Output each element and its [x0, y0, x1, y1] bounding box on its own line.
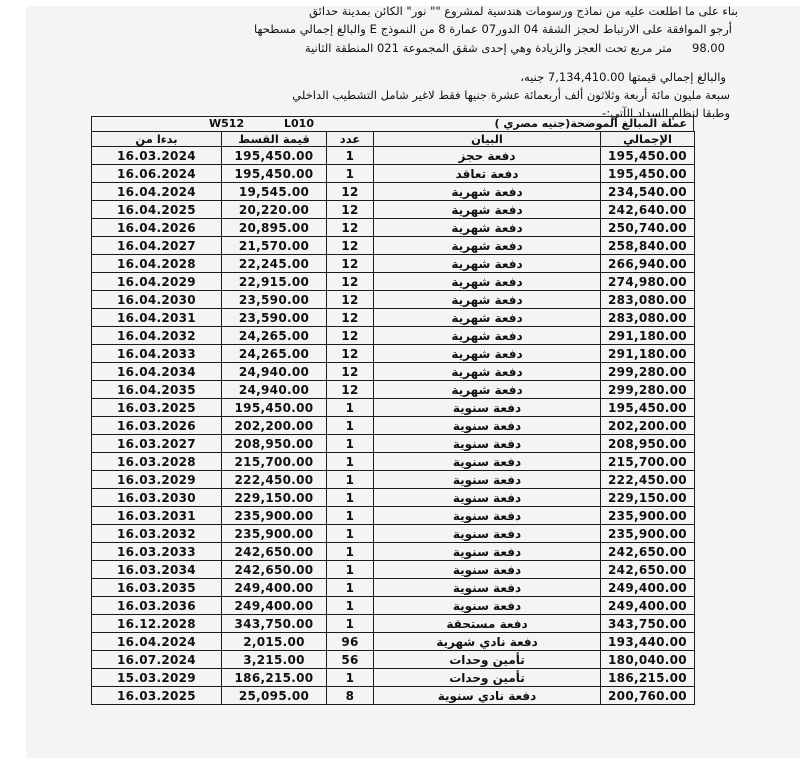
- cell-statement: تأمين وحدات: [374, 669, 601, 687]
- cell-start: 16.03.2024: [92, 147, 222, 165]
- cell-installment: 24,265.00: [222, 327, 327, 345]
- cell-statement: دفعة شهرية: [374, 273, 601, 291]
- table-row: [92, 399, 695, 417]
- cell-count: 12: [327, 381, 374, 399]
- header-total: الإجمالي: [601, 132, 695, 147]
- cell-count: 1: [327, 165, 374, 183]
- table-row: [92, 345, 695, 363]
- cell-installment: 22,915.00: [222, 273, 327, 291]
- cell-statement: دفعة سنوية: [374, 579, 601, 597]
- cell-installment: 343,750.00: [222, 615, 327, 633]
- cell-statement: دفعة شهرية: [374, 219, 601, 237]
- cell-total: 235,900.00: [601, 507, 695, 525]
- cell-installment: 222,450.00: [222, 471, 327, 489]
- cell-statement: دفعة شهرية: [374, 291, 601, 309]
- table-row: [92, 435, 695, 453]
- cell-start: 16.03.2026: [92, 417, 222, 435]
- cell-statement: دفعة حجز: [374, 147, 601, 165]
- cell-total: 242,650.00: [601, 561, 695, 579]
- cell-statement: دفعة مستحقة: [374, 615, 601, 633]
- cell-statement: دفعة سنوية: [374, 435, 601, 453]
- cell-start: 16.04.2024: [92, 183, 222, 201]
- header-start: بدءا من: [92, 132, 222, 147]
- cell-total: 299,280.00: [601, 381, 695, 399]
- cell-statement: دفعة شهرية: [374, 183, 601, 201]
- cell-start: 16.03.2028: [92, 453, 222, 471]
- table-row: [92, 219, 695, 237]
- cell-total: 222,450.00: [601, 471, 695, 489]
- cell-total: 258,840.00: [601, 237, 695, 255]
- cell-count: 1: [327, 417, 374, 435]
- cell-statement: دفعة سنوية: [374, 489, 601, 507]
- header-installment: قيمة القسط: [222, 132, 327, 147]
- cell-start: 16.04.2033: [92, 345, 222, 363]
- cell-installment: 229,150.00: [222, 489, 327, 507]
- page-margin: [0, 0, 26, 758]
- cell-installment: 19,545.00: [222, 183, 327, 201]
- cell-total: 242,650.00: [601, 543, 695, 561]
- area-value: 98.00: [692, 41, 725, 55]
- cell-total: 235,900.00: [601, 525, 695, 543]
- cell-start: 16.03.2027: [92, 435, 222, 453]
- header-line-1: بناء على ما اطلعت عليه من نماذج ورسومات هندسية لمشروع "" نور" الكائن بمدينة حدائق: [309, 4, 738, 18]
- cell-count: 12: [327, 327, 374, 345]
- table-row: [92, 147, 695, 165]
- cell-start: 16.04.2025: [92, 201, 222, 219]
- cell-total: 250,740.00: [601, 219, 695, 237]
- cell-statement: دفعة شهرية: [374, 327, 601, 345]
- cell-start: 16.03.2033: [92, 543, 222, 561]
- cell-count: 12: [327, 273, 374, 291]
- cell-installment: 23,590.00: [222, 309, 327, 327]
- cell-statement: دفعة تعاقد: [374, 165, 601, 183]
- cell-start: 16.04.2026: [92, 219, 222, 237]
- code-l010: L010: [284, 117, 314, 130]
- cell-statement: دفعة شهرية: [374, 255, 601, 273]
- cell-count: 1: [327, 579, 374, 597]
- cell-installment: 235,900.00: [222, 525, 327, 543]
- cell-statement: دفعة سنوية: [374, 471, 601, 489]
- payment-schedule: [91, 116, 694, 705]
- cell-count: 1: [327, 489, 374, 507]
- cell-installment: 21,570.00: [222, 237, 327, 255]
- table-row: [92, 417, 695, 435]
- header-line-6: وطبقا لنظام السداد الآتي:-: [602, 106, 730, 120]
- cell-installment: 195,450.00: [222, 399, 327, 417]
- cell-start: 16.04.2032: [92, 327, 222, 345]
- cell-total: 299,280.00: [601, 363, 695, 381]
- cell-count: 1: [327, 507, 374, 525]
- cell-statement: دفعة سنوية: [374, 597, 601, 615]
- cell-count: 1: [327, 399, 374, 417]
- cell-statement: دفعة سنوية: [374, 561, 601, 579]
- cell-installment: 235,900.00: [222, 507, 327, 525]
- cell-start: 16.04.2035: [92, 381, 222, 399]
- payment-table: [91, 131, 695, 705]
- cell-statement: دفعة سنوية: [374, 399, 601, 417]
- table-body: [92, 147, 695, 705]
- cell-count: 1: [327, 525, 374, 543]
- cell-installment: 242,650.00: [222, 561, 327, 579]
- cell-statement: دفعة نادي شهرية: [374, 633, 601, 651]
- table-row: [92, 255, 695, 273]
- cell-statement: دفعة شهرية: [374, 201, 601, 219]
- cell-total: 195,450.00: [601, 147, 695, 165]
- cell-installment: 249,400.00: [222, 579, 327, 597]
- cell-total: 202,200.00: [601, 417, 695, 435]
- table-row: [92, 363, 695, 381]
- cell-statement: دفعة شهرية: [374, 381, 601, 399]
- cell-total: 266,940.00: [601, 255, 695, 273]
- cell-count: 12: [327, 345, 374, 363]
- cell-count: 1: [327, 615, 374, 633]
- cell-total: 229,150.00: [601, 489, 695, 507]
- table-row: [92, 471, 695, 489]
- cell-total: 274,980.00: [601, 273, 695, 291]
- code-w512: W512: [209, 117, 245, 130]
- cell-count: 1: [327, 561, 374, 579]
- cell-installment: 3,215.00: [222, 651, 327, 669]
- cell-installment: 208,950.00: [222, 435, 327, 453]
- cell-total: 291,180.00: [601, 327, 695, 345]
- cell-statement: دفعة سنوية: [374, 525, 601, 543]
- cell-total: 208,950.00: [601, 435, 695, 453]
- table-row: [92, 597, 695, 615]
- cell-total: 200,760.00: [601, 687, 695, 705]
- currency-label: عملة المبالغ الموضحة(جنيه مصري ): [494, 117, 687, 130]
- cell-count: 12: [327, 363, 374, 381]
- header-line-3: متر مربع تحت العجز والزيادة وهي إحدى شقق المجموعة 021 المنطقة الثانية: [304, 41, 672, 55]
- header-count: عدد: [327, 132, 374, 147]
- cell-statement: دفعة شهرية: [374, 363, 601, 381]
- cell-total: 283,080.00: [601, 291, 695, 309]
- table-row: [92, 381, 695, 399]
- cell-total: 283,080.00: [601, 309, 695, 327]
- cell-total: 249,400.00: [601, 597, 695, 615]
- cell-count: 1: [327, 147, 374, 165]
- cell-installment: 195,450.00: [222, 165, 327, 183]
- table-row: [92, 579, 695, 597]
- table-row: [92, 489, 695, 507]
- cell-count: 1: [327, 471, 374, 489]
- header-line-5: سبعة مليون مائة أربعة وثلاثون ألف أربعمائة عشرة جنيها فقط لاغير شامل التشطيب الداخلي: [292, 88, 730, 102]
- cell-statement: دفعة شهرية: [374, 237, 601, 255]
- cell-start: 16.06.2024: [92, 165, 222, 183]
- table-header-row: [92, 132, 695, 147]
- cell-installment: 25,095.00: [222, 687, 327, 705]
- cell-start: 16.03.2025: [92, 399, 222, 417]
- cell-start: 15.03.2029: [92, 669, 222, 687]
- cell-statement: دفعة سنوية: [374, 543, 601, 561]
- cell-total: 242,640.00: [601, 201, 695, 219]
- cell-statement: تأمين وحدات: [374, 651, 601, 669]
- table-row: [92, 561, 695, 579]
- cell-start: 16.04.2027: [92, 237, 222, 255]
- header-line-2: أرجو الموافقة على الارتباط لحجز الشقة 04 الدور07 عمارة 8 من النموذج E والبالغ إجمالي مسطحها: [253, 22, 732, 36]
- cell-statement: دفعة سنوية: [374, 417, 601, 435]
- table-row: [92, 291, 695, 309]
- cell-installment: 23,590.00: [222, 291, 327, 309]
- cell-total: 180,040.00: [601, 651, 695, 669]
- cell-total: 195,450.00: [601, 165, 695, 183]
- cell-count: 8: [327, 687, 374, 705]
- table-row: [92, 273, 695, 291]
- cell-count: 1: [327, 453, 374, 471]
- cell-start: 16.03.2031: [92, 507, 222, 525]
- table-row: [92, 201, 695, 219]
- cell-start: 16.04.2024: [92, 633, 222, 651]
- cell-count: 12: [327, 255, 374, 273]
- cell-start: 16.12.2028: [92, 615, 222, 633]
- cell-installment: 24,265.00: [222, 345, 327, 363]
- cell-total: 193,440.00: [601, 633, 695, 651]
- cell-installment: 186,215.00: [222, 669, 327, 687]
- cell-start: 16.03.2036: [92, 597, 222, 615]
- cell-count: 1: [327, 669, 374, 687]
- cell-count: 12: [327, 183, 374, 201]
- cell-total: 234,540.00: [601, 183, 695, 201]
- cell-start: 16.04.2031: [92, 309, 222, 327]
- cell-count: 12: [327, 309, 374, 327]
- cell-installment: 22,245.00: [222, 255, 327, 273]
- cell-installment: 215,700.00: [222, 453, 327, 471]
- cell-start: 16.03.2032: [92, 525, 222, 543]
- cell-installment: 24,940.00: [222, 363, 327, 381]
- table-row: [92, 507, 695, 525]
- table-row: [92, 237, 695, 255]
- cell-installment: 242,650.00: [222, 543, 327, 561]
- table-row: [92, 687, 695, 705]
- cell-installment: 20,895.00: [222, 219, 327, 237]
- cell-count: 1: [327, 597, 374, 615]
- cell-start: 16.04.2034: [92, 363, 222, 381]
- cell-installment: 2,015.00: [222, 633, 327, 651]
- cell-count: 56: [327, 651, 374, 669]
- cell-start: 16.04.2029: [92, 273, 222, 291]
- cell-count: 12: [327, 291, 374, 309]
- cell-total: 291,180.00: [601, 345, 695, 363]
- table-row: [92, 165, 695, 183]
- table-row: [92, 633, 695, 651]
- cell-count: 1: [327, 435, 374, 453]
- table-row: [92, 669, 695, 687]
- table-row: [92, 543, 695, 561]
- cell-count: 1: [327, 543, 374, 561]
- cell-start: 16.04.2028: [92, 255, 222, 273]
- table-row: [92, 615, 695, 633]
- cell-count: 96: [327, 633, 374, 651]
- cell-installment: 20,220.00: [222, 201, 327, 219]
- cell-statement: دفعة شهرية: [374, 345, 601, 363]
- cell-total: 249,400.00: [601, 579, 695, 597]
- header-line-4: والبالغ إجمالي قيمتها 7,134,410.00 جنيه،: [520, 70, 726, 84]
- cell-installment: 249,400.00: [222, 597, 327, 615]
- cell-count: 12: [327, 237, 374, 255]
- cell-start: 16.07.2024: [92, 651, 222, 669]
- cell-installment: 202,200.00: [222, 417, 327, 435]
- cell-total: 343,750.00: [601, 615, 695, 633]
- cell-start: 16.03.2029: [92, 471, 222, 489]
- cell-start: 16.03.2035: [92, 579, 222, 597]
- table-row: [92, 309, 695, 327]
- cell-start: 16.03.2034: [92, 561, 222, 579]
- table-row: [92, 525, 695, 543]
- cell-total: 186,215.00: [601, 669, 695, 687]
- table-row: [92, 183, 695, 201]
- cell-installment: 195,450.00: [222, 147, 327, 165]
- table-row: [92, 651, 695, 669]
- cell-installment: 24,940.00: [222, 381, 327, 399]
- cell-statement: دفعة نادي سنوية: [374, 687, 601, 705]
- cell-statement: دفعة شهرية: [374, 309, 601, 327]
- table-caption: [91, 116, 694, 131]
- header-statement: البيان: [374, 132, 601, 147]
- cell-count: 12: [327, 201, 374, 219]
- cell-count: 12: [327, 219, 374, 237]
- table-row: [92, 327, 695, 345]
- cell-start: 16.04.2030: [92, 291, 222, 309]
- table-row: [92, 453, 695, 471]
- cell-start: 16.03.2030: [92, 489, 222, 507]
- cell-total: 195,450.00: [601, 399, 695, 417]
- cell-start: 16.03.2025: [92, 687, 222, 705]
- cell-statement: دفعة سنوية: [374, 507, 601, 525]
- cell-total: 215,700.00: [601, 453, 695, 471]
- cell-statement: دفعة سنوية: [374, 453, 601, 471]
